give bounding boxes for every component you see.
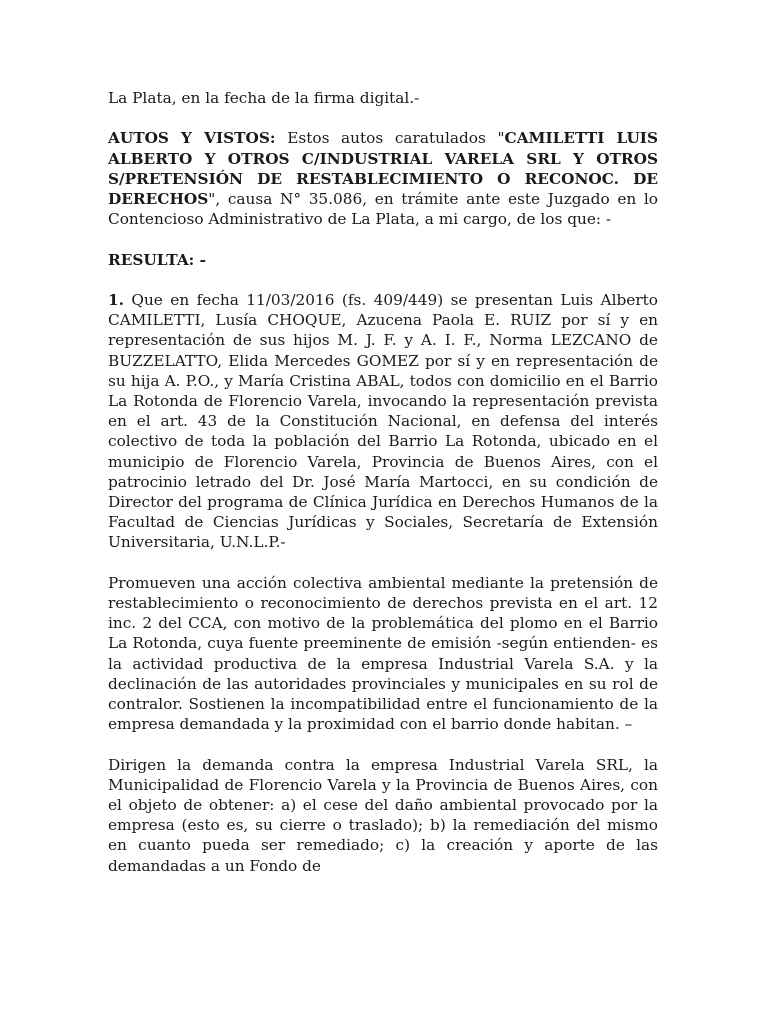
resulta-heading: RESULTA: - xyxy=(108,250,207,269)
autos-label: AUTOS Y VISTOS: xyxy=(108,129,276,148)
paragraph-dirigen: Dirigen la demanda contra la empresa Industrial Varela SRL, la Municipalidad de Florencio Varela y la Provincia de Buenos Aires, con el objeto de obtener: a) el cese del daño ambiental provocado por la empresa (esto es, su cierre o traslado); b) la remediación del mismo en cuanto pueda ser remediado; c) la creación y aporte de las demandadas a un Fondo de xyxy=(108,755,658,875)
case-title: CAMILETTI LUIS ALBERTO Y OTROS C/INDUSTRIAL VARELA SRL Y OTROS S/PRETENSIÓN DE RESTABLECIMIENTO O RECONOC. DE DERECHOS xyxy=(108,129,658,208)
point-1-paragraph xyxy=(108,290,658,553)
point-1-text: Que en fecha 11/03/2016 (fs. 409/449) se presentan Luis Alberto CAMILETTI, Lusía CHOQUE, Azucena Paola E. RUIZ por sí y en representación de sus hijos M. J. F. y A. I. F., Norma LEZCANO de BUZZELATTO, Elida Mercedes GOMEZ por sí y en representación de su hija A. P.O., y María Cristina ABAL, todos con domicilio en el Barrio La Rotonda de Florencio Varela, invocando la representación prevista en el art. 43 de la Constitución Nacional, en defensa del interés colectivo de toda la población del Barrio La Rotonda, ubicado en el municipio de Florencio Varela, Provincia de Buenos Aires, con el patrocinio letrado del Dr. José María Martocci, en su condición de Director del programa de Clínica Jurídica en Derechos Humanos de la Facultad de Ciencias Jurídicas y Sociales, Secretaría de Extensión Universitaria, U.N.L.P.- xyxy=(108,290,658,552)
document-body xyxy=(108,88,658,896)
autos-intro: Estos autos caratulados " xyxy=(275,129,505,148)
paragraph-promueven: Promueven una acción colectiva ambiental mediante la pretensión de restablecimiento o reconocimiento de derechos prevista en el art. 12 inc. 2 del CCA, con motivo de la problemática del plomo en el Barrio La Rotonda, cuya fuente preeminente de emisión -según entienden- es la actividad productiva de la empresa Industrial Varela S.A. y la declinación de las autoridades provinciales y municipales en su rol de contralor. Sostienen la incompatibilidad entre el funcionamiento de la empresa demandada y la proximidad con el barrio donde habitan. – xyxy=(108,573,658,734)
date-line: La Plata, en la fecha de la firma digital.- xyxy=(108,89,420,107)
autos-rest: ", causa N° 35.086, en trámite ante este Juzgado en lo Contencioso Administrativo de La Plata, a mi cargo, de los que: - xyxy=(108,190,658,229)
point-1-number: 1. xyxy=(108,290,124,309)
autos-y-vistos-paragraph xyxy=(108,128,658,229)
